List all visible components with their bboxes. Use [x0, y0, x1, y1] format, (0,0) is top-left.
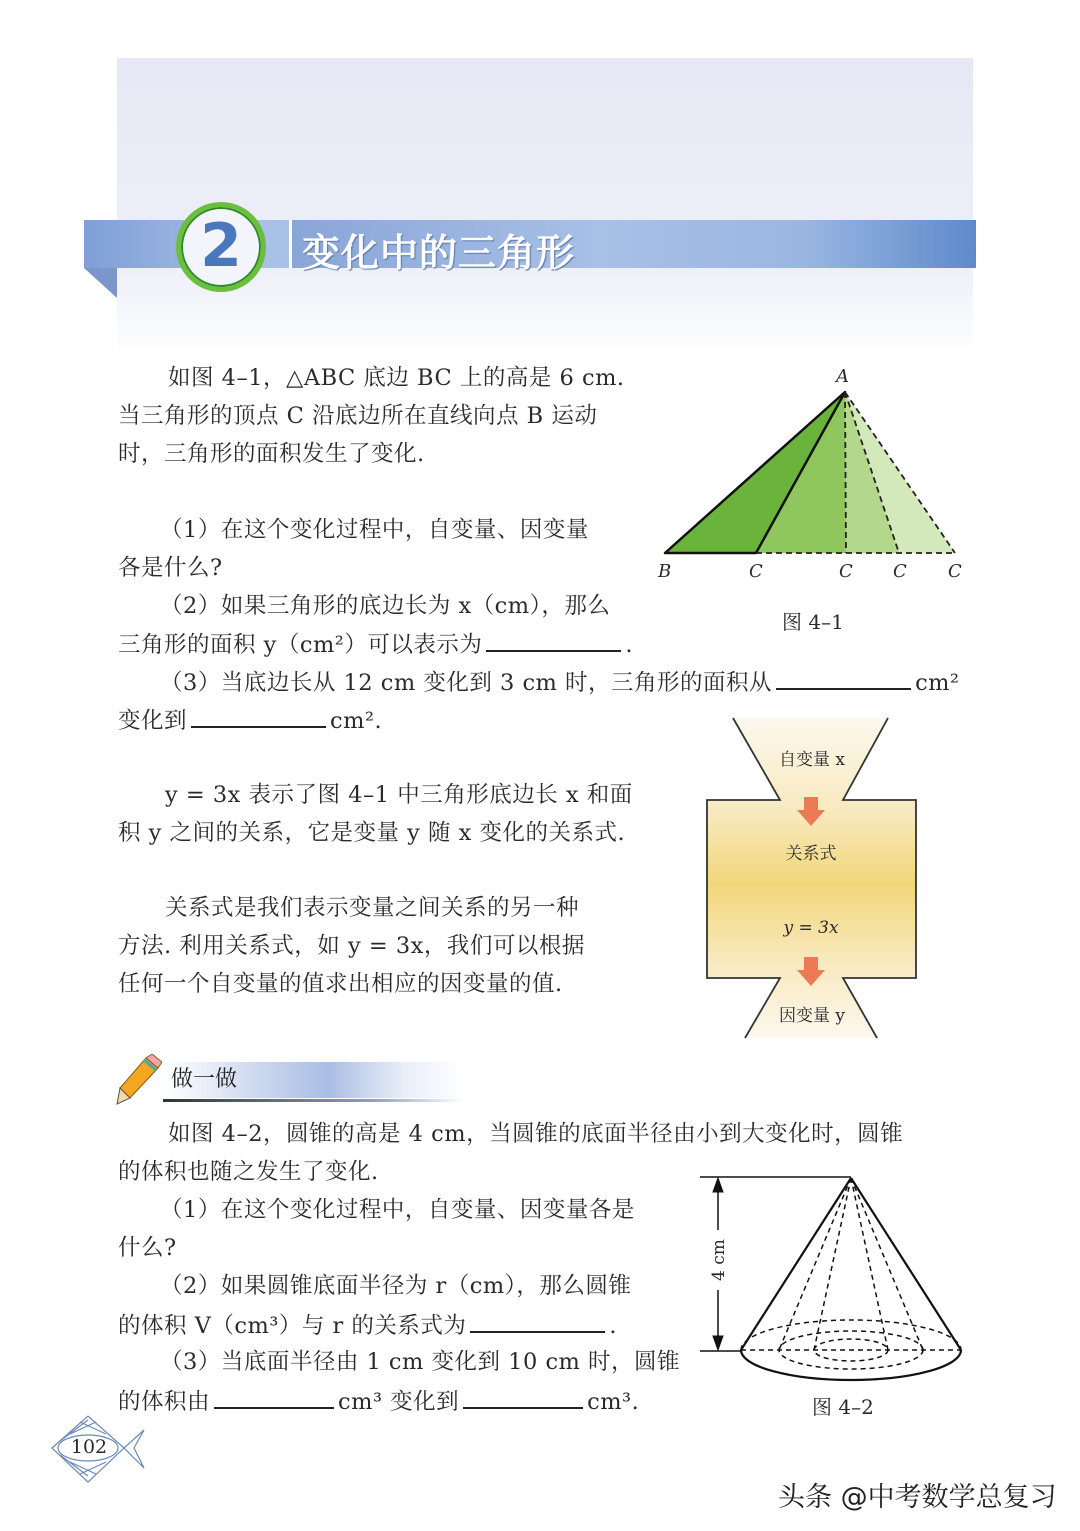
- unit: cm³.: [587, 1389, 640, 1415]
- intro-line: 如图 4–1，△ABC 底边 BC 上的高是 6 cm.: [168, 365, 625, 391]
- flow-formula: y = 3x: [783, 918, 839, 938]
- explain-line: 积 y 之间的关系，它是变量 y 随 x 变化的关系式.: [118, 820, 626, 846]
- activity-line: 的体积也随之发生了变化.: [118, 1159, 379, 1185]
- label-b: B: [658, 561, 672, 582]
- explain-line: 任何一个自变量的值求出相应的因变量的值.: [118, 971, 563, 997]
- activity-line: 如图 4–2，圆锥的高是 4 cm，当圆锥的底面半径由小到大变化时，圆锥: [168, 1121, 904, 1147]
- intro-line: 时，三角形的面积发生了变化.: [118, 441, 425, 467]
- flow-input: 自变量 x: [779, 750, 845, 770]
- arrow-down-icon: [713, 1336, 723, 1350]
- unit: cm²: [915, 670, 960, 696]
- activity-title: 做一做: [171, 1067, 238, 1092]
- flow-middle: 关系式: [785, 844, 837, 864]
- question-3-text: （3）当底边长从 12 cm 变化到 3 cm 时，三角形的面积从: [160, 670, 773, 696]
- question-2: （2）如果三角形的底边长为 x（cm），那么: [160, 593, 611, 619]
- label-c: C: [893, 561, 907, 582]
- explain-line: 关系式是我们表示变量之间关系的另一种: [165, 895, 580, 921]
- activity-line: （3）当底面半径由 1 cm 变化到 10 cm 时，圆锥: [160, 1349, 681, 1375]
- activity-line: 什么?: [118, 1235, 177, 1261]
- activity-line: （2）如果圆锥底面半径为 r（cm），那么圆锥: [160, 1273, 632, 1299]
- question-1-cont: 各是什么?: [118, 555, 223, 581]
- intro-line: 当三角形的顶点 C 沿底边所在直线向点 B 运动: [118, 403, 598, 429]
- label-c: C: [749, 561, 763, 582]
- section-title: 变化中的三角形: [302, 231, 576, 275]
- unit: cm².: [330, 708, 383, 734]
- activity-line: （1）在这个变化过程中，自变量、因变量各是: [160, 1197, 635, 1223]
- label-a: A: [836, 366, 849, 387]
- figure-4-2-caption: 图 4–2: [812, 1395, 874, 1419]
- explain-line: 方法. 利用关系式，如 y = 3x，我们可以根据: [118, 933, 585, 959]
- question-2-text: 三角形的面积 y（cm²）可以表示为: [118, 632, 483, 658]
- period: .: [609, 1313, 618, 1339]
- activity-q3-text: 的体积由: [118, 1389, 211, 1415]
- height-label: 4 cm: [709, 1235, 729, 1285]
- activity-q3-text: cm³ 变化到: [338, 1389, 460, 1415]
- page-number: 102: [70, 1436, 108, 1458]
- question-1: （1）在这个变化过程中，自变量、因变量: [160, 517, 589, 543]
- activity-q2-text: 的体积 V（cm³）与 r 的关系式为: [118, 1313, 467, 1339]
- question-3-text: 变化到: [118, 708, 188, 734]
- period: .: [625, 632, 633, 658]
- label-c: C: [839, 561, 853, 582]
- arrow-up-icon: [713, 1178, 723, 1192]
- watermark: 头条 @中考数学总复习: [778, 1482, 1057, 1513]
- cone-base-front: [741, 1350, 961, 1380]
- figure-4-1-caption: 图 4–1: [782, 610, 844, 634]
- flow-output: 因变量 y: [778, 1006, 845, 1026]
- explain-line: y = 3x 表示了图 4–1 中三角形底边长 x 和面: [165, 782, 633, 808]
- section-number: 2: [200, 211, 242, 281]
- label-c: C: [948, 561, 962, 582]
